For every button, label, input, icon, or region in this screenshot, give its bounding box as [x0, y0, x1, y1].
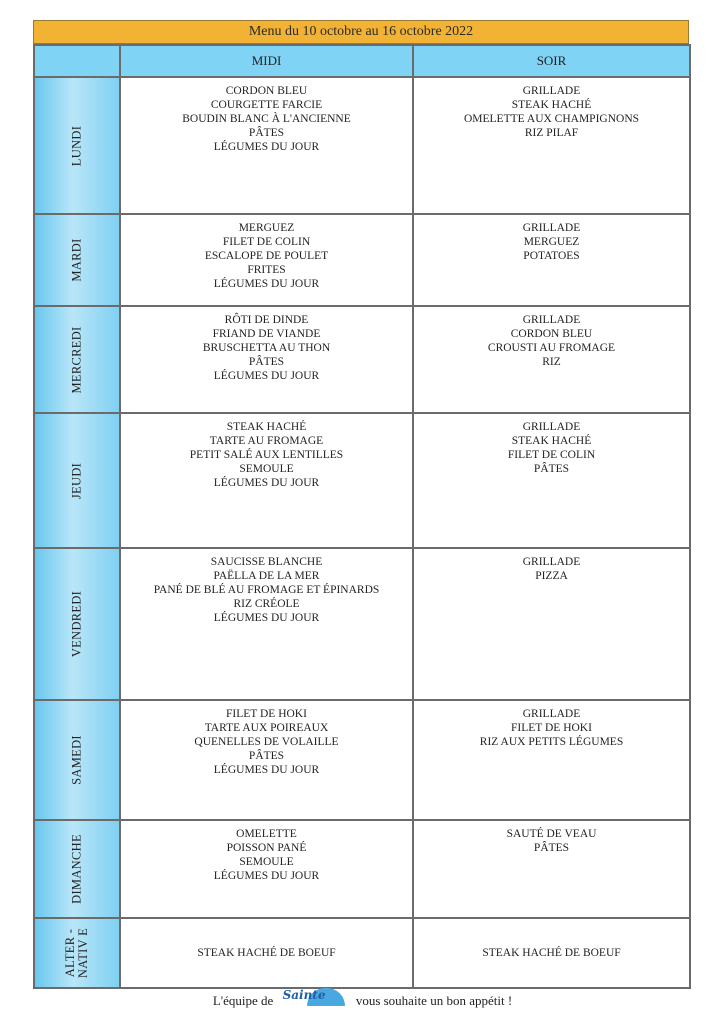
menu-cell-soir: [413, 548, 690, 700]
dish-item: PAËLLA DE LA MER: [213, 570, 320, 582]
dish-item: FILET DE COLIN: [222, 236, 311, 248]
day-label-text: MARDI: [69, 238, 84, 282]
day-label: [34, 820, 120, 918]
day-row: [34, 820, 690, 918]
menu-cell-soir: [413, 413, 690, 548]
footer-text-before: L'équipe de: [212, 993, 274, 1008]
dish-item: PIZZA: [535, 570, 568, 582]
dish-item: RIZ PILAF: [524, 127, 579, 139]
dish-item: LÉGUMES DU JOUR: [213, 370, 320, 382]
day-row: [34, 548, 690, 700]
menu-cell-midi: [120, 77, 413, 214]
day-row: [34, 214, 690, 306]
menu-cell-soir: [413, 214, 690, 306]
column-header-soir: SOIR: [413, 45, 690, 77]
dish-item: PANÉ DE BLÉ AU FROMAGE ET ÉPINARDS: [153, 584, 380, 596]
dish-item: PÂTES: [248, 356, 285, 368]
day-label-text: MERCREDI: [69, 326, 84, 393]
dish-item: STEAK HACHÉ: [511, 435, 592, 447]
day-label: [34, 77, 120, 214]
dish-item: PÂTES: [533, 842, 570, 854]
dish-item: QUENELLES DE VOLAILLE: [194, 736, 339, 748]
dish-item: GRILLADE: [522, 708, 581, 720]
day-label-text: DIMANCHE: [69, 834, 84, 904]
dish-item: RIZ: [542, 356, 561, 368]
dish-item: GRILLADE: [522, 222, 581, 234]
day-label-text: JEUDI: [69, 462, 84, 499]
day-label: [34, 548, 120, 700]
menu-cell-midi: [120, 820, 413, 918]
header-corner: [34, 45, 120, 77]
menu-table: [33, 44, 691, 989]
dish-item: RÔTI DE DINDE: [224, 314, 309, 326]
dish-item: SEMOULE: [239, 463, 294, 475]
dish-item: FRIAND DE VIANDE: [212, 328, 321, 340]
alternative-label: [34, 918, 120, 988]
menu-cell-soir: [413, 77, 690, 214]
dish-item: BRUSCHETTA AU THON: [202, 342, 331, 354]
day-row: [34, 413, 690, 548]
dish-item: TARTE AUX POIREAUX: [204, 722, 329, 734]
dish-item: FILET DE HOKI: [226, 708, 307, 720]
dish-item: RIZ CRÉOLE: [233, 598, 300, 610]
dish-item: LÉGUMES DU JOUR: [213, 870, 320, 882]
dish-item: TARTE AU FROMAGE: [209, 435, 324, 447]
dish-item: CROUSTI AU FROMAGE: [487, 342, 616, 354]
dish-item: PÂTES: [533, 463, 570, 475]
dish-item: LÉGUMES DU JOUR: [213, 764, 320, 776]
dish-item: MERGUEZ: [523, 236, 580, 248]
dish-item: FILET DE COLIN: [507, 449, 596, 461]
dish-item: SAUTÉ DE VEAU: [506, 828, 597, 840]
dish-item: GRILLADE: [522, 85, 581, 97]
day-row: [34, 77, 690, 214]
day-label: [34, 214, 120, 306]
dish-item: MERGUEZ: [238, 222, 295, 234]
day-label: [34, 700, 120, 820]
menu-title: Menu du 10 octobre au 16 octobre 2022: [33, 20, 689, 44]
dish-item: FILET DE HOKI: [511, 722, 592, 734]
dish-item: GRILLADE: [522, 556, 581, 568]
dish-item: LÉGUMES DU JOUR: [213, 141, 320, 153]
day-label: [34, 413, 120, 548]
sainte-constance-logo: [279, 988, 351, 1010]
dish-item: POTATOES: [523, 250, 580, 262]
dish-item: BOUDIN BLANC À L'ANCIENNE: [182, 113, 351, 125]
day-row: [34, 306, 690, 413]
dish-item: POISSON PANÉ: [226, 842, 307, 854]
menu-cell-midi: [120, 306, 413, 413]
dish-item: LÉGUMES DU JOUR: [213, 612, 320, 624]
dish-item: RIZ AUX PETITS LÉGUMES: [479, 736, 624, 748]
dish-item: GRILLADE: [522, 314, 581, 326]
dish-item: OMELETTE: [236, 828, 297, 840]
footer: [0, 988, 725, 1010]
dish-item: PÂTES: [248, 127, 285, 139]
days-body: [34, 77, 690, 918]
alternative-midi: STEAK HACHÉ DE BOEUF: [120, 918, 413, 988]
menu-cell-soir: [413, 820, 690, 918]
dish-item: PETIT SALÉ AUX LENTILLES: [189, 449, 344, 461]
alternative-label-text: ALTER - NATIV E: [63, 927, 90, 979]
day-label-text: LUNDI: [69, 125, 84, 166]
menu-cell-midi: [120, 413, 413, 548]
dish-item: FRITES: [247, 264, 286, 276]
menu-cell-midi: [120, 700, 413, 820]
day-label-text: SAMEDI: [69, 735, 84, 785]
day-label: [34, 306, 120, 413]
dish-item: PÂTES: [248, 750, 285, 762]
dish-item: SAUCISSE BLANCHE: [210, 556, 323, 568]
column-header-midi: MIDI: [120, 45, 413, 77]
dish-item: COURGETTE FARCIE: [210, 99, 323, 111]
menu-cell-soir: [413, 700, 690, 820]
dish-item: OMELETTE AUX CHAMPIGNONS: [463, 113, 640, 125]
dish-item: LÉGUMES DU JOUR: [213, 278, 320, 290]
dish-item: LÉGUMES DU JOUR: [213, 477, 320, 489]
alternative-row: [34, 918, 690, 988]
dish-item: SEMOULE: [239, 856, 294, 868]
alternative-soir: STEAK HACHÉ DE BOEUF: [413, 918, 690, 988]
day-label-text: VENDREDI: [69, 590, 84, 658]
dish-item: CORDON BLEU: [225, 85, 308, 97]
menu-page: [33, 20, 689, 989]
logo-text: Sainte: [282, 988, 326, 1002]
menu-cell-soir: [413, 306, 690, 413]
dish-item: GRILLADE: [522, 421, 581, 433]
header-row: [34, 45, 690, 77]
footer-text-after: vous souhaite un bon appétit !: [355, 993, 513, 1008]
menu-cell-midi: [120, 548, 413, 700]
dish-item: ESCALOPE DE POULET: [204, 250, 329, 262]
dish-item: STEAK HACHÉ: [226, 421, 307, 433]
dish-item: STEAK HACHÉ: [511, 99, 592, 111]
menu-cell-midi: [120, 214, 413, 306]
dish-item: CORDON BLEU: [510, 328, 593, 340]
day-row: [34, 700, 690, 820]
